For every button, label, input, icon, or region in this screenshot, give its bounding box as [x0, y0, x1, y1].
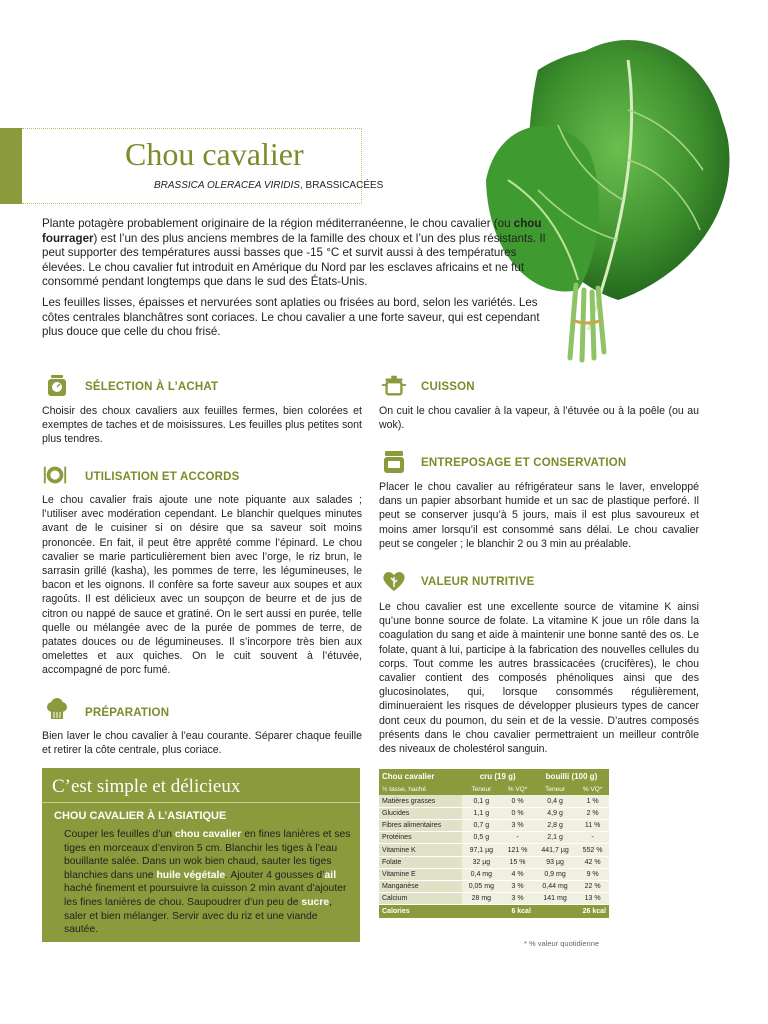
- nutrition-header-boiled: bouilli (100 g): [545, 771, 598, 781]
- section-text-entreposage: Placer le chou cavalier au réfrigérateur sans le laver, enveloppé dans un papier absorbant humide et un sac de plastique perforé. Il peut se conserver jusqu’à 5 jours, mais il est plus savoureux et moins amer lorsqu’il est consommé sans délai. Le chou cavalier peut se congeler ; le blanchir 2 ou 3 min au préalable.: [379, 481, 699, 550]
- nutrition-row: [379, 856, 609, 868]
- nutrient-boiled-dv: 552 %: [576, 844, 609, 856]
- nutrition-footnote: * % valeur quotidienne: [524, 939, 600, 948]
- nutrition-header-raw: cru (19 g): [479, 771, 516, 781]
- nutrient-raw-dv: -: [501, 832, 534, 844]
- nutrient-boiled-amount: 2,8 g: [534, 820, 576, 832]
- recipe-text-part: . Ajouter 4 gousses d’: [225, 869, 325, 881]
- nutrition-header-row: [379, 769, 609, 783]
- recipe-ingredient: ail: [324, 869, 337, 881]
- nutrition-col-vq-2: % VQ*: [582, 785, 603, 793]
- nutrient-boiled-amount: 0,4 g: [534, 795, 576, 807]
- nutrient-name: Folate: [379, 856, 462, 868]
- nutrient-raw-amount: 0,05 mg: [462, 881, 502, 893]
- nutrient-name: Glucides: [379, 807, 462, 819]
- nutrient-raw-amount: 0,7 g: [462, 820, 502, 832]
- recipe-name: CHOU CAVALIER À L’ASIATIQUE: [54, 810, 227, 822]
- nutrition-row: [379, 881, 609, 893]
- nutrient-raw-dv: 4 %: [501, 868, 534, 880]
- heart-leaf-icon: [381, 568, 407, 594]
- nutrient-boiled-dv: 42 %: [576, 856, 609, 868]
- nutrient-boiled-dv: 22 %: [576, 881, 609, 893]
- recipe-text-part: Couper les feuilles d’un: [64, 829, 175, 840]
- intro-text-part: ) est l’un des plus anciens membres de la famille des choux et l’un des plus résistants. Il peut supporter des températures aussi basses que -15 °C et survit aussi à des températures élevées. Le chou cavalier fut introduit en Amérique du Nord par les esclaves africains et ne fut consommé pendant longtemps que dans le sud des États-Unis.: [42, 231, 546, 289]
- nutrition-calories-row: [379, 905, 609, 918]
- nutrient-boiled-dv: 13 %: [576, 893, 609, 905]
- chef-hat-icon: [44, 697, 70, 723]
- scale-icon: [44, 372, 70, 398]
- recipe-text-part: , saler et bien mélanger. Servir avec du riz et une viande sautée.: [64, 896, 333, 936]
- nutrient-boiled-amount: 141 mg: [534, 893, 576, 905]
- family-name: , BRASSICACÉES: [299, 180, 384, 191]
- nutrient-name: Fibres alimentaires: [379, 820, 462, 832]
- nutrient-boiled-amount: 93 µg: [534, 856, 576, 868]
- nutrition-row: [379, 893, 609, 905]
- nutrient-name: Vitamine K: [379, 844, 462, 856]
- section-title-entreposage: ENTREPOSAGE ET CONSERVATION: [421, 457, 627, 469]
- nutrient-boiled-dv: 2 %: [576, 807, 609, 819]
- nutrient-raw-amount: 1,1 g: [462, 807, 502, 819]
- intro-bold-term: chou fourrager: [42, 217, 542, 245]
- intro-text-part: Plante potagère probablement originaire de la région méditerranéenne, le chou cavalier (ou: [42, 217, 514, 230]
- section-text-preparation: Bien laver le chou cavalier à l’eau courante. Séparer chaque feuille et retirer la côte centrale, plus coriace.: [42, 730, 362, 757]
- section-title-cuisson: CUISSON: [421, 381, 475, 393]
- nutrient-raw-dv: 3 %: [501, 893, 534, 905]
- nutrient-raw-amount: 28 mg: [462, 893, 502, 905]
- page-title: Chou cavalier: [125, 136, 304, 172]
- page-subtitle: [154, 180, 383, 191]
- nutrient-raw-amount: 0,1 g: [462, 795, 502, 807]
- section-text-selection: Choisir des choux cavaliers aux feuilles fermes, bien colorées et exemptes de taches et de moisissures. Les feuilles plus petites sont plus tendres.: [42, 405, 362, 446]
- recipe-ingredient: chou cavalier: [174, 829, 242, 840]
- nutrient-raw-dv: 0 %: [501, 807, 534, 819]
- nutrient-name: Calcium: [379, 893, 462, 905]
- nutrient-boiled-dv: -: [576, 832, 609, 844]
- calories-boiled: 26 kcal: [582, 908, 606, 916]
- nutrition-col-vq: % VQ*: [507, 785, 528, 793]
- section-text-utilisation: Le chou cavalier frais ajoute une note piquante aux salades ; l’utiliser avec modération cependant. Le blanchir quelques minutes avant de le cuisiner si on désire que sa saveur soit moins prononcée. En fait, il peut être apprêté comme l’épinard. Le chou cavalier se marie particulièrement bien avec l’orge, le riz brun, le sarrasin grillé (kasha), les pommes de terre, les légumineuses, le bacon et les oignons. Il confère sa forte saveur aux soupes et aux ragoûts. Il est délicieux avec un soupçon de beurre et de jus de citron ou nappé de sauce et gratiné. On le sert aussi en purée, telle quelle ou mélangée avec de la purée de pommes de terre, de patates douces ou de légumineuses. Il s’incorpore très bien aux omelettes et aux quiches. On le cuit souvent à l’étuvée, accompagné de porc fumé.: [42, 494, 362, 677]
- nutrient-boiled-amount: 0,9 mg: [534, 868, 576, 880]
- nutrition-subheader-row: [379, 783, 609, 795]
- nutrient-raw-dv: 121 %: [501, 844, 534, 856]
- nutrient-boiled-dv: 11 %: [576, 820, 609, 832]
- nutrition-row: [379, 795, 609, 807]
- recipe-text-part: haché finement et poursuivre la cuisson 2 min avant d’ajouter les fines lanières de chou. Saupoudrer d’un peu de: [64, 883, 347, 908]
- nutrition-table: [379, 769, 609, 918]
- calories-raw: 6 kcal: [511, 908, 531, 916]
- nutrition-portion: ½ tasse, haché: [382, 785, 427, 793]
- nutrient-raw-amount: 0,5 g: [462, 832, 502, 844]
- nutrient-boiled-amount: 441,7 µg: [534, 844, 576, 856]
- nutrient-raw-dv: 3 %: [501, 881, 534, 893]
- nutrition-row: [379, 820, 609, 832]
- recipe-divider: [42, 802, 360, 803]
- nutrition-row: [379, 868, 609, 880]
- nutrient-raw-dv: 3 %: [501, 820, 534, 832]
- recipe-instructions: [64, 828, 354, 937]
- nutrient-boiled-dv: 9 %: [576, 868, 609, 880]
- plate-cutlery-icon: [42, 462, 68, 488]
- nutrition-col-teneur-2: Teneur: [545, 785, 565, 793]
- nutrient-name: Manganèse: [379, 881, 462, 893]
- nutrient-boiled-amount: 0,44 mg: [534, 881, 576, 893]
- section-title-valeur: VALEUR NUTRITIVE: [421, 576, 535, 588]
- nutrient-boiled-amount: 2,1 g: [534, 832, 576, 844]
- pot-icon: [381, 372, 407, 398]
- recipe-box-title: C’est simple et délicieux: [52, 776, 241, 797]
- nutrient-name: Protéines: [379, 832, 462, 844]
- nutrition-header-name: Chou cavalier: [382, 771, 435, 781]
- intro-paragraph-2: Les feuilles lisses, épaisses et nervurées sont aplaties ou frisées au bord, selon les variétés. Les côtes centrales blanchâtres sont coriaces. Le chou cavalier a une forte saveur, qui est cependant plus douce que celle du chou frisé.: [42, 295, 540, 339]
- intro-text: [42, 217, 562, 346]
- nutrient-name: Vitamine E: [379, 868, 462, 880]
- nutrition-row: [379, 807, 609, 819]
- nutrient-raw-dv: 15 %: [501, 856, 534, 868]
- nutrient-raw-amount: 32 µg: [462, 856, 502, 868]
- nutrition-row: [379, 844, 609, 856]
- side-color-tab: [0, 128, 22, 204]
- section-title-utilisation: UTILISATION ET ACCORDS: [85, 471, 240, 483]
- section-text-cuisson: On cuit le chou cavalier à la vapeur, à l’étuvée ou à la poêle (ou au wok).: [379, 405, 699, 432]
- nutrient-raw-dv: 0 %: [501, 795, 534, 807]
- section-title-selection: SÉLECTION À L’ACHAT: [85, 381, 219, 393]
- nutrient-boiled-amount: 4,9 g: [534, 807, 576, 819]
- calories-label: Calories: [382, 908, 410, 916]
- recipe-text-part: en fines lanières et ses tiges en morceaux d’environ 5 cm. Blanchir les tiges à l’eau bouillante salée. Dans un wok bien chaud, sauter les tiges blanchies dans une: [64, 829, 351, 881]
- recipe-box: [42, 768, 360, 942]
- nutrient-raw-amount: 97,1 µg: [462, 844, 502, 856]
- recipe-ingredient: sucre: [301, 896, 330, 908]
- nutrition-col-teneur: Teneur: [471, 785, 492, 793]
- section-title-preparation: PRÉPARATION: [85, 707, 170, 719]
- nutrition-row: [379, 832, 609, 844]
- jar-icon: [381, 449, 407, 475]
- intro-paragraph-1: [42, 217, 562, 290]
- recipe-ingredient: huile végétale: [156, 869, 226, 881]
- latin-name: BRASSICA OLERACEA VIRIDIS: [154, 180, 300, 191]
- nutrient-raw-amount: 0,4 mg: [462, 868, 502, 880]
- nutrient-boiled-dv: 1 %: [576, 795, 609, 807]
- section-text-valeur: Le chou cavalier est une excellente source de vitamine K ainsi qu’une bonne source de folate. La vitamine K joue un rôle dans la coagulation du sang et aide à maintenir une bonne santé des os. Le folate, quant à lui, participe à la fabrication des nouvelles cellules du corps. Tout comme les autres brassicacées (crucifères), le chou cavalier contient des composés phénoliques ainsi que des glucosinolates, qui, lorsque consommés régulièrement, diminueraient les risques de développer plusieurs types de cancer dont ceux du poumon, du sein et de la vessie. D’autres composés présents dans le chou cavalier permettraient un meilleur contrôle des niveaux de cholestérol sanguin.: [379, 601, 699, 756]
- nutrient-name: Matières grasses: [379, 795, 462, 807]
